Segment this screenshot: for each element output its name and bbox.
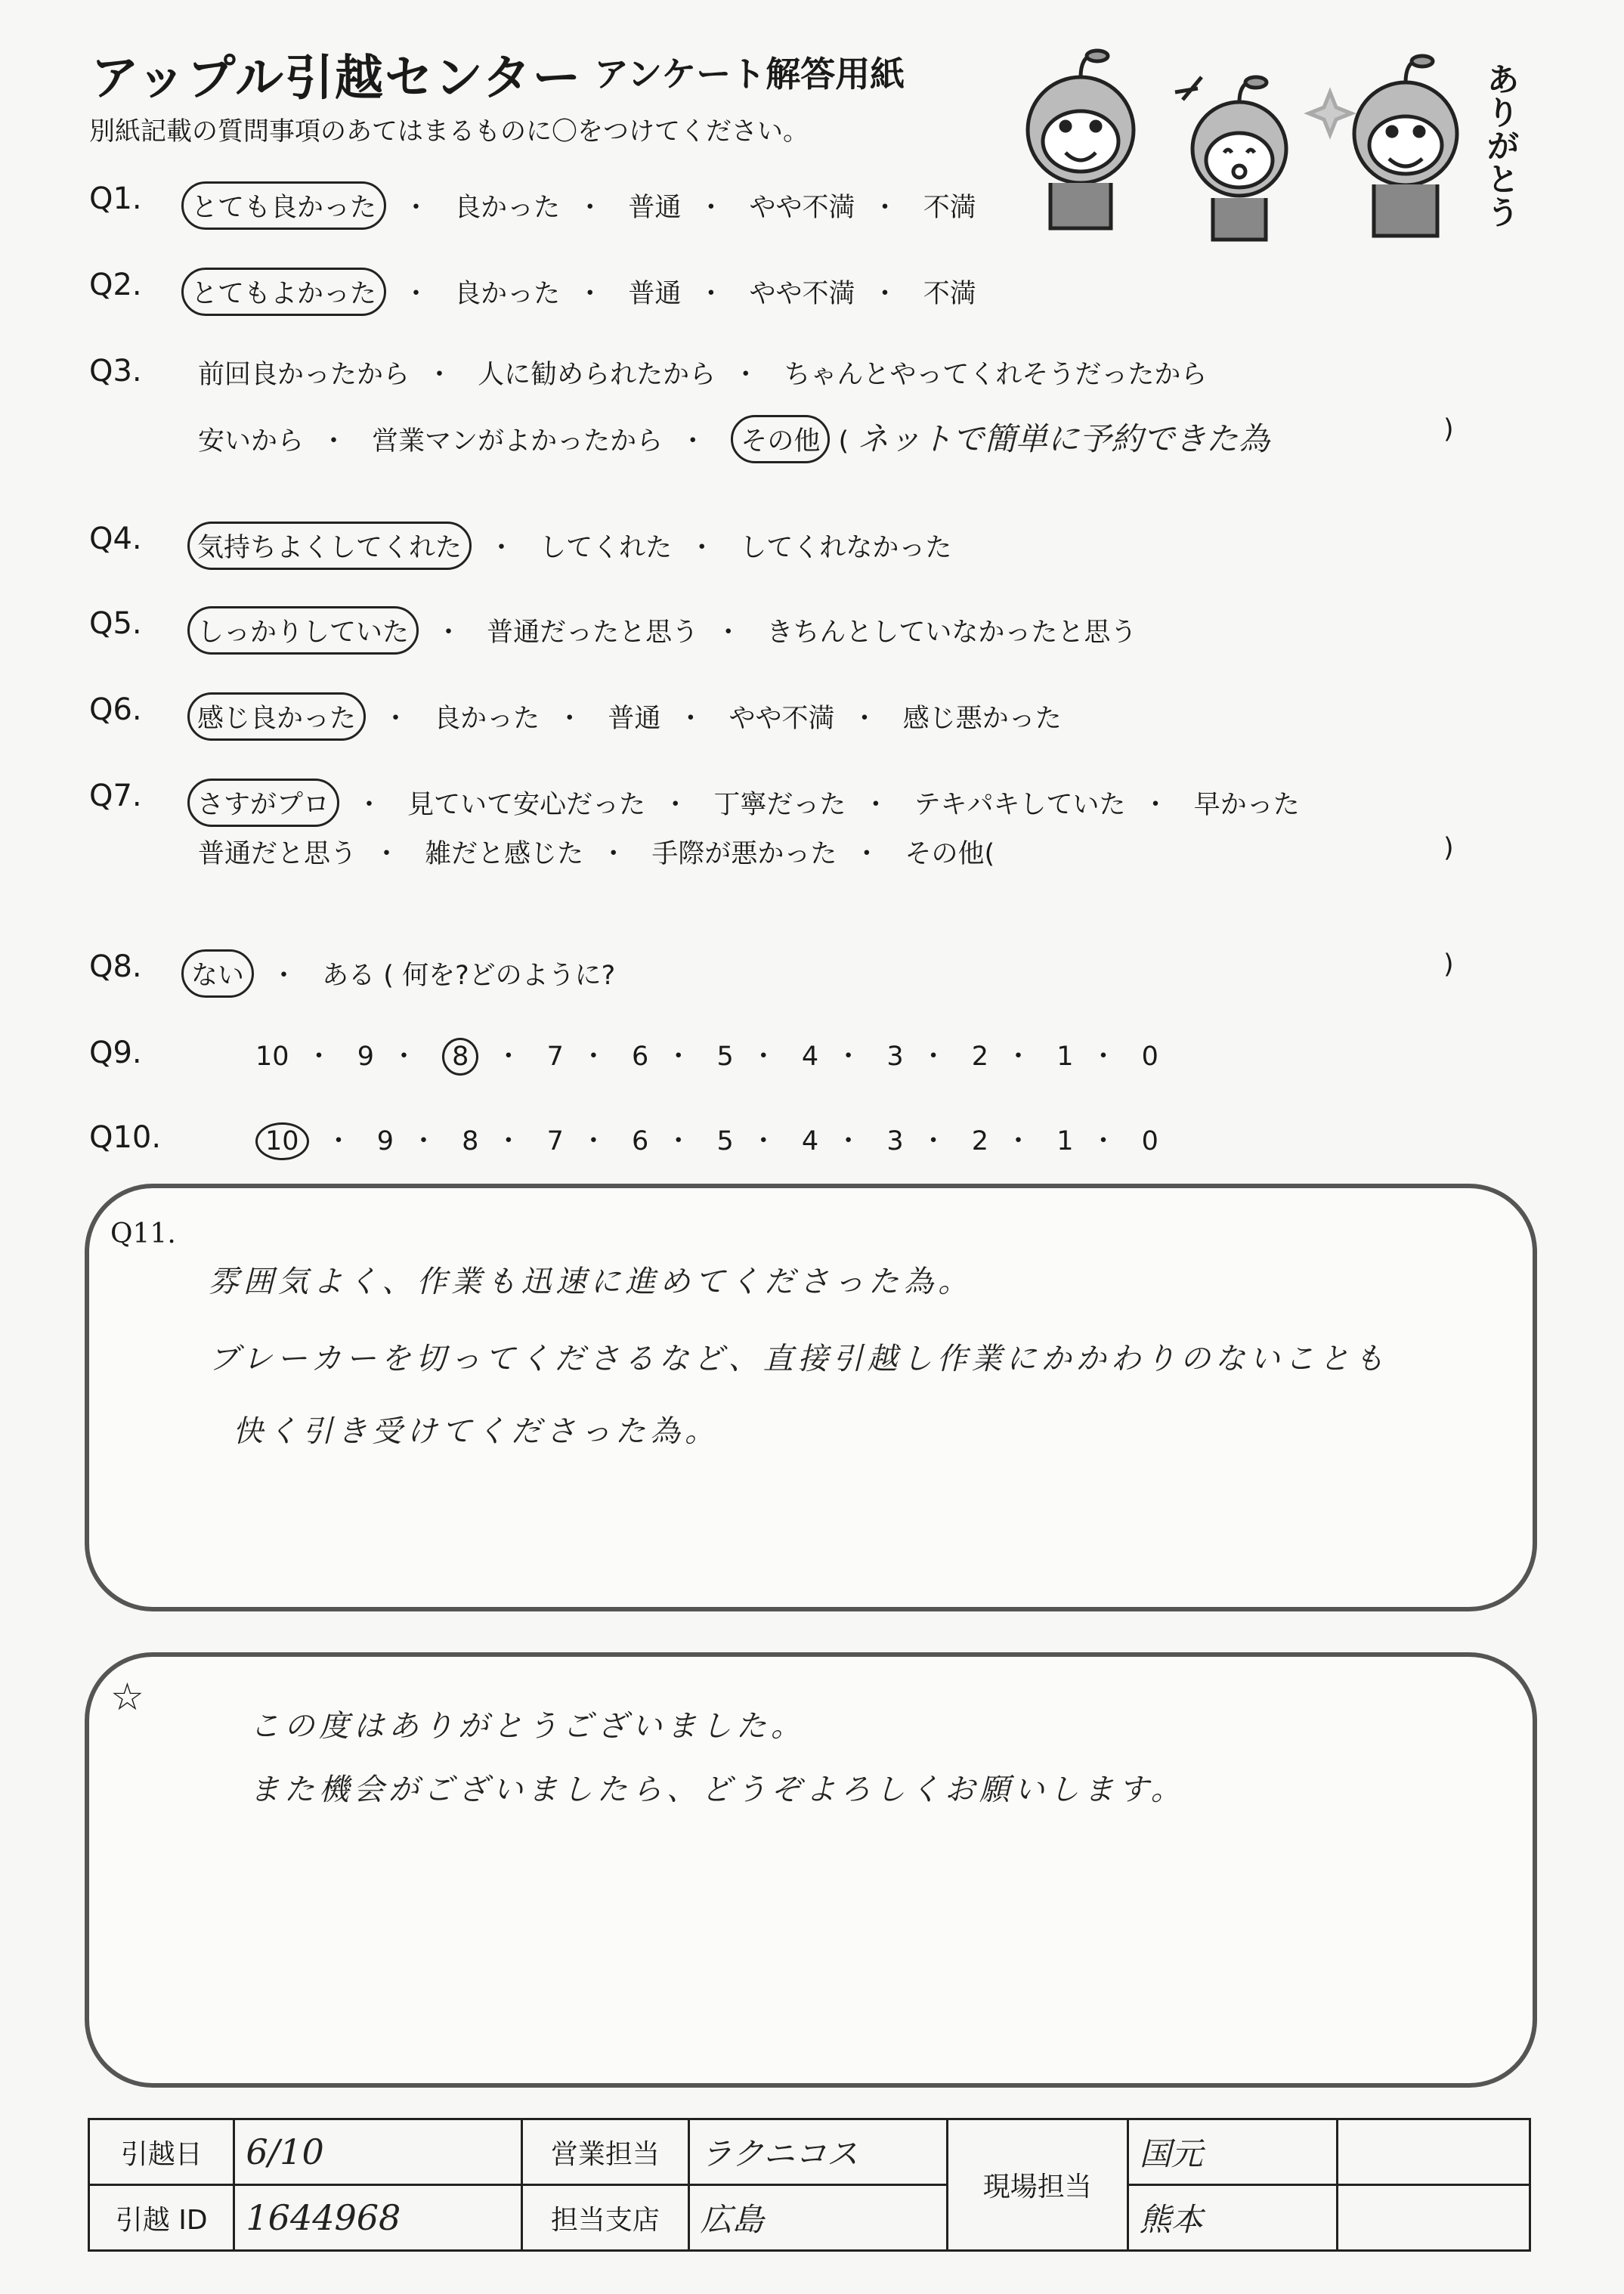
q9-label: Q9. — [89, 1036, 142, 1070]
star-icon: ☆ — [110, 1675, 144, 1719]
q8-option[interactable]: ある ( 何を?どのように? — [322, 961, 616, 991]
q9-score[interactable]: 5 — [716, 1042, 734, 1072]
q9-score[interactable]: 10 — [255, 1042, 289, 1072]
q3-options-line2: 安いから ・ 営業マンがよかったから ・ その他 ( ネットで簡単に予約できた為 — [198, 414, 1270, 463]
q2-option[interactable]: やや不満 — [749, 279, 855, 309]
q10-score[interactable]: 5 — [716, 1126, 734, 1156]
q7-option[interactable]: 早かった — [1193, 790, 1300, 820]
site-label: 現場担当 — [947, 2119, 1128, 2251]
q9-score[interactable]: 1 — [1056, 1042, 1074, 1072]
q3-options-line1: 前回良かったから ・ 人に勧められたから ・ ちゃんとやってくれそうだったから — [198, 354, 1207, 392]
id-label: 引越 ID — [89, 2185, 234, 2251]
message-line: この度はありがとうございました。 — [249, 1709, 806, 1744]
branch-value[interactable]: 広島 — [688, 2185, 947, 2251]
q7-option[interactable]: 普通だと思う — [198, 839, 357, 869]
q4-option[interactable]: してくれなかった — [740, 533, 952, 563]
q10-score[interactable]: 0 — [1141, 1126, 1158, 1156]
q1-option[interactable]: 不満 — [923, 193, 976, 223]
q3-option[interactable]: 人に勧められたから — [478, 360, 716, 390]
q8-close-paren: ) — [1443, 949, 1454, 980]
q7-close-paren: ) — [1443, 833, 1454, 863]
q11-comment-line: ブレーカーを切ってくださるなど、直接引越し作業にかかわりのないことも — [209, 1342, 1389, 1376]
empty-cell — [1337, 2185, 1530, 2251]
q7-options-line2: 普通だと思う ・ 雑だと感じた ・ 手際が悪かった ・ その他( — [198, 833, 995, 871]
q7-option[interactable]: その他( — [905, 839, 995, 869]
q11-label: Q11. — [110, 1218, 176, 1249]
q6-label: Q6. — [89, 692, 142, 727]
branch-label: 担当支店 — [522, 2185, 688, 2251]
sales-label: 営業担当 — [522, 2119, 688, 2185]
q4-options: 気持ちよくしてくれた ・ してくれた ・ してくれなかった — [187, 522, 951, 570]
q6-option[interactable]: 良かった — [434, 704, 540, 734]
document-subtitle: アンケート解答用紙 — [594, 54, 905, 94]
q7-option-selected[interactable]: さすがプロ — [187, 779, 339, 827]
sales-value[interactable]: ラクニコス — [688, 2119, 947, 2185]
q1-option[interactable]: やや不満 — [749, 193, 855, 223]
q9-score[interactable]: 9 — [357, 1042, 374, 1072]
q5-option[interactable]: 普通だったと思う — [487, 618, 699, 648]
q6-option[interactable]: やや不満 — [728, 704, 835, 734]
q5-option-selected[interactable]: しっかりしていた — [187, 606, 419, 655]
q3-label: Q3. — [89, 354, 142, 389]
q1-option[interactable]: 良かった — [454, 193, 561, 223]
q9-scale: 10 ・ 9 ・ 8 ・ 7 ・ 6 ・ 5 ・ 4 ・ 3 ・ 2 ・ 1 ・ 0 — [255, 1036, 1158, 1076]
q3-option[interactable]: 安いから — [198, 426, 305, 457]
q11-comment-line: 快く引き受けてくださった為。 — [233, 1414, 719, 1449]
q2-options: とてもよかった ・ 良かった ・ 普通 ・ やや不満 ・ 不満 — [181, 268, 976, 316]
q11-comment-line: 雰囲気よく、作業も迅速に進めてくださった為。 — [209, 1265, 973, 1299]
q3-option[interactable]: ちゃんとやってくれそうだったから — [784, 360, 1208, 390]
id-value[interactable]: 1644968 — [234, 2185, 522, 2251]
q2-option[interactable]: 不満 — [923, 279, 976, 309]
q7-option[interactable]: 丁寧だった — [713, 790, 846, 820]
q10-score-selected[interactable]: 10 — [255, 1122, 309, 1160]
q6-options: 感じ良かった ・ 良かった ・ 普通 ・ やや不満 ・ 感じ悪かった — [187, 692, 1062, 741]
q7-option[interactable]: テキパキしていた — [914, 790, 1126, 820]
q10-score[interactable]: 7 — [546, 1126, 564, 1156]
q9-score[interactable]: 4 — [801, 1042, 819, 1072]
q1-option[interactable]: 普通 — [628, 193, 682, 223]
instruction-text: 別紙記載の質問事項のあてはまるものに〇をつけてください。 — [89, 116, 809, 147]
moving-info-table — [88, 2118, 1531, 2252]
empty-cell — [1337, 2119, 1530, 2185]
moving-date-label: 引越日 — [89, 2119, 234, 2185]
q9-score[interactable]: 0 — [1141, 1042, 1158, 1072]
q10-score[interactable]: 1 — [1056, 1126, 1074, 1156]
q10-score[interactable]: 8 — [462, 1126, 479, 1156]
q5-option[interactable]: きちんとしていなかったと思う — [766, 618, 1137, 648]
q4-option[interactable]: してくれた — [540, 533, 673, 563]
q4-option-selected[interactable]: 気持ちよくしてくれた — [187, 522, 472, 570]
q6-option[interactable]: 普通 — [608, 704, 661, 734]
q7-label: Q7. — [89, 779, 142, 813]
q5-options: しっかりしていた ・ 普通だったと思う ・ きちんとしていなかったと思う — [187, 606, 1137, 655]
q2-option[interactable]: 良かった — [454, 279, 561, 309]
message-line: また機会がございましたら、どうぞよろしくお願いします。 — [249, 1772, 1186, 1807]
q2-label: Q2. — [89, 268, 142, 302]
q10-score[interactable]: 2 — [971, 1126, 989, 1156]
q2-option[interactable]: 普通 — [628, 279, 682, 309]
q5-label: Q5. — [89, 606, 142, 641]
q9-score[interactable]: 2 — [971, 1042, 989, 1072]
mascot-illustration — [1013, 47, 1511, 251]
q3-close-paren: ) — [1443, 414, 1454, 444]
q10-score[interactable]: 3 — [886, 1126, 904, 1156]
document-title: アップル引越センター — [91, 51, 583, 107]
q3-option-selected[interactable]: その他 — [731, 415, 830, 463]
q1-options: とても良かった ・ 良かった ・ 普通 ・ やや不満 ・ 不満 — [181, 181, 976, 230]
q3-option[interactable]: 前回良かったから — [198, 360, 410, 390]
q6-option-selected[interactable]: 感じ良かった — [187, 692, 366, 741]
q8-options: ない ・ ある ( 何を?どのように? — [181, 949, 615, 998]
q3-option[interactable]: 営業マンがよかったから — [372, 426, 664, 457]
moving-date-value[interactable]: 6/10 — [234, 2119, 522, 2185]
q10-scale: 10 ・ 9 ・ 8 ・ 7 ・ 6 ・ 5 ・ 4 ・ 3 ・ 2 ・ 1 ・ 0 — [255, 1120, 1158, 1160]
q1-option-selected[interactable]: とても良かった — [181, 181, 386, 230]
q7-option[interactable]: 雑だと感じた — [425, 839, 584, 869]
q9-score[interactable]: 6 — [632, 1042, 649, 1072]
mascot-thanks-text: ありがとう — [1487, 61, 1520, 231]
q10-label: Q10. — [89, 1120, 162, 1155]
q11-comment-box[interactable] — [85, 1184, 1537, 1611]
q4-label: Q4. — [89, 522, 142, 556]
q9-score-selected[interactable]: 8 — [442, 1038, 478, 1076]
q8-label: Q8. — [89, 949, 142, 984]
q7-options-line1: さすがプロ ・ 見ていて安心だった ・ 丁寧だった ・ テキパキしていた ・ 早かった — [187, 779, 1300, 827]
site-value-2[interactable]: 熊本 — [1128, 2185, 1337, 2251]
site-value-1[interactable]: 国元 — [1128, 2119, 1337, 2185]
q1-label: Q1. — [89, 181, 142, 216]
q8-option-selected[interactable]: ない — [181, 949, 254, 998]
q7-option[interactable]: 手際が悪かった — [651, 839, 837, 869]
q10-score[interactable]: 4 — [801, 1126, 819, 1156]
q9-score[interactable]: 3 — [886, 1042, 904, 1072]
q7-option[interactable]: 見ていて安心だった — [407, 790, 646, 820]
q2-option-selected[interactable]: とてもよかった — [181, 268, 386, 316]
q3-other-answer[interactable]: ネットで簡単に予約できた為 — [857, 420, 1270, 457]
q10-score[interactable]: 6 — [632, 1126, 649, 1156]
q10-score[interactable]: 9 — [376, 1126, 394, 1156]
q9-score[interactable]: 7 — [546, 1042, 564, 1072]
q6-option[interactable]: 感じ悪かった — [902, 704, 1062, 734]
